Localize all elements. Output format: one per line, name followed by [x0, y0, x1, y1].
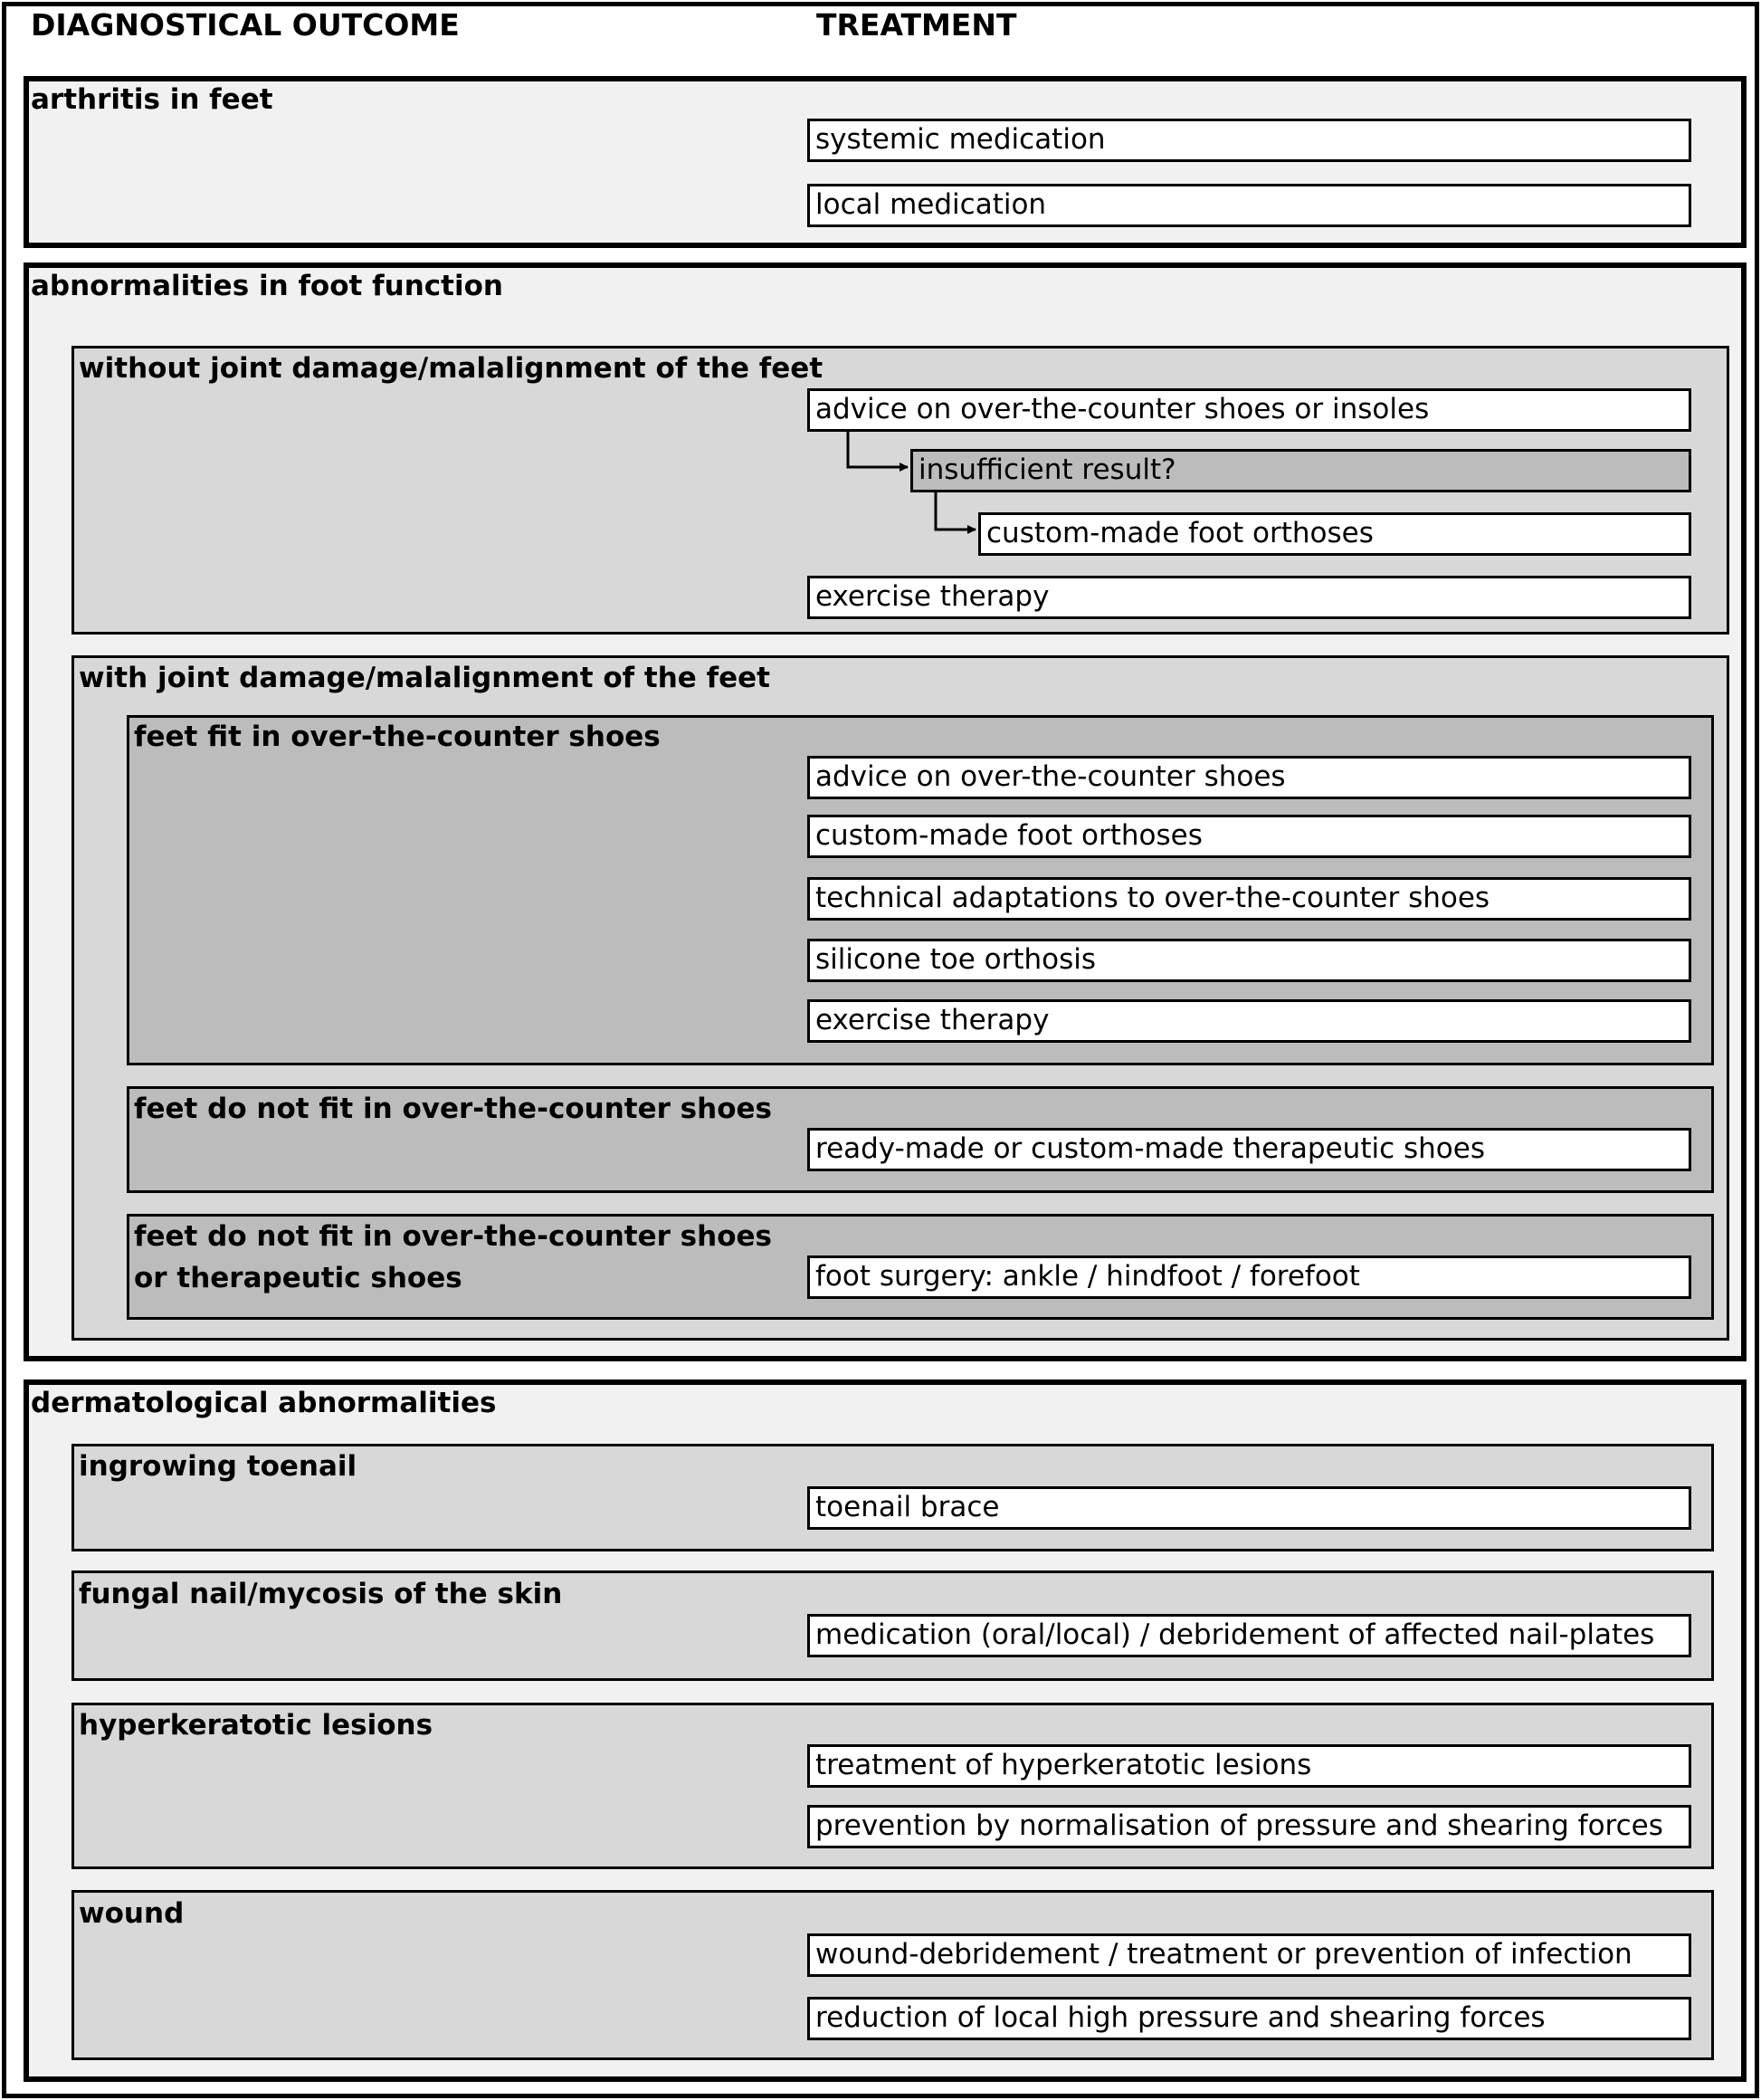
subgroup-title-feet-fit: feet fit in over-the-counter shoes — [134, 721, 661, 753]
treatment-technical-adaptations: technical adaptations to over-the-counter shoes — [807, 877, 1691, 921]
treatment-foot-surgery: foot surgery: ankle / hindfoot / forefoot — [807, 1255, 1691, 1299]
section-title-arthritis: arthritis in feet — [31, 83, 273, 116]
subgroup-title-no-fit-line1: feet do not fit in over-the-counter shoes — [134, 1220, 772, 1253]
group-title-hyperkeratotic: hyperkeratotic lesions — [79, 1709, 433, 1742]
group-title-without-joint-damage: without joint damage/malalignment of the feet — [79, 352, 823, 385]
treatment-advice-otc-shoes: advice on over-the-counter shoes — [807, 756, 1691, 799]
group-title-wound: wound — [79, 1897, 185, 1930]
treatment-pressure-normalisation: prevention by normalisation of pressure and shearing forces — [807, 1805, 1691, 1848]
group-title-with-joint-damage: with joint damage/malalignment of the feet — [79, 662, 770, 694]
treatment-custom-foot-orthoses-followup: custom-made foot orthoses — [978, 512, 1691, 556]
header-treatment: TREATMENT — [816, 7, 1017, 43]
treatment-therapeutic-shoes: ready-made or custom-made therapeutic shoes — [807, 1128, 1691, 1171]
group-title-fungal-nail: fungal nail/mycosis of the skin — [79, 1578, 563, 1610]
section-title-dermatological: dermatological abnormalities — [31, 1387, 497, 1419]
treatment-custom-foot-orthoses: custom-made foot orthoses — [807, 815, 1691, 858]
treatment-silicone-toe-orthosis: silicone toe orthosis — [807, 939, 1691, 982]
treatment-fungal-medication: medication (oral/local) / debridement of affected nail-plates — [807, 1614, 1691, 1657]
section-title-foot-function: abnormalities in foot function — [31, 270, 503, 302]
treatment-exercise-therapy-2: exercise therapy — [807, 999, 1691, 1043]
treatment-toenail-brace: toenail brace — [807, 1486, 1691, 1530]
treatment-systemic-medication: systemic medication — [807, 119, 1691, 162]
header-diagnostical-outcome: DIAGNOSTICAL OUTCOME — [31, 7, 460, 43]
treatment-wound-debridement: wound-debridement / treatment or prevention of infection — [807, 1933, 1691, 1977]
subgroup-title-feet-no-fit: feet do not fit in over-the-counter shoes — [134, 1093, 772, 1125]
treatment-local-medication: local medication — [807, 184, 1691, 227]
treatment-hyperkeratotic-lesions: treatment of hyperkeratotic lesions — [807, 1744, 1691, 1788]
treatment-exercise-therapy-1: exercise therapy — [807, 576, 1691, 619]
treatment-reduce-pressure: reduction of local high pressure and shearing forces — [807, 1997, 1691, 2040]
decision-insufficient-result: insufficient result? — [910, 449, 1691, 492]
group-title-ingrowing-toenail: ingrowing toenail — [79, 1450, 357, 1483]
treatment-advice-shoes-insoles: advice on over-the-counter shoes or insoles — [807, 388, 1691, 432]
subgroup-title-no-fit-line2: or therapeutic shoes — [134, 1262, 462, 1294]
